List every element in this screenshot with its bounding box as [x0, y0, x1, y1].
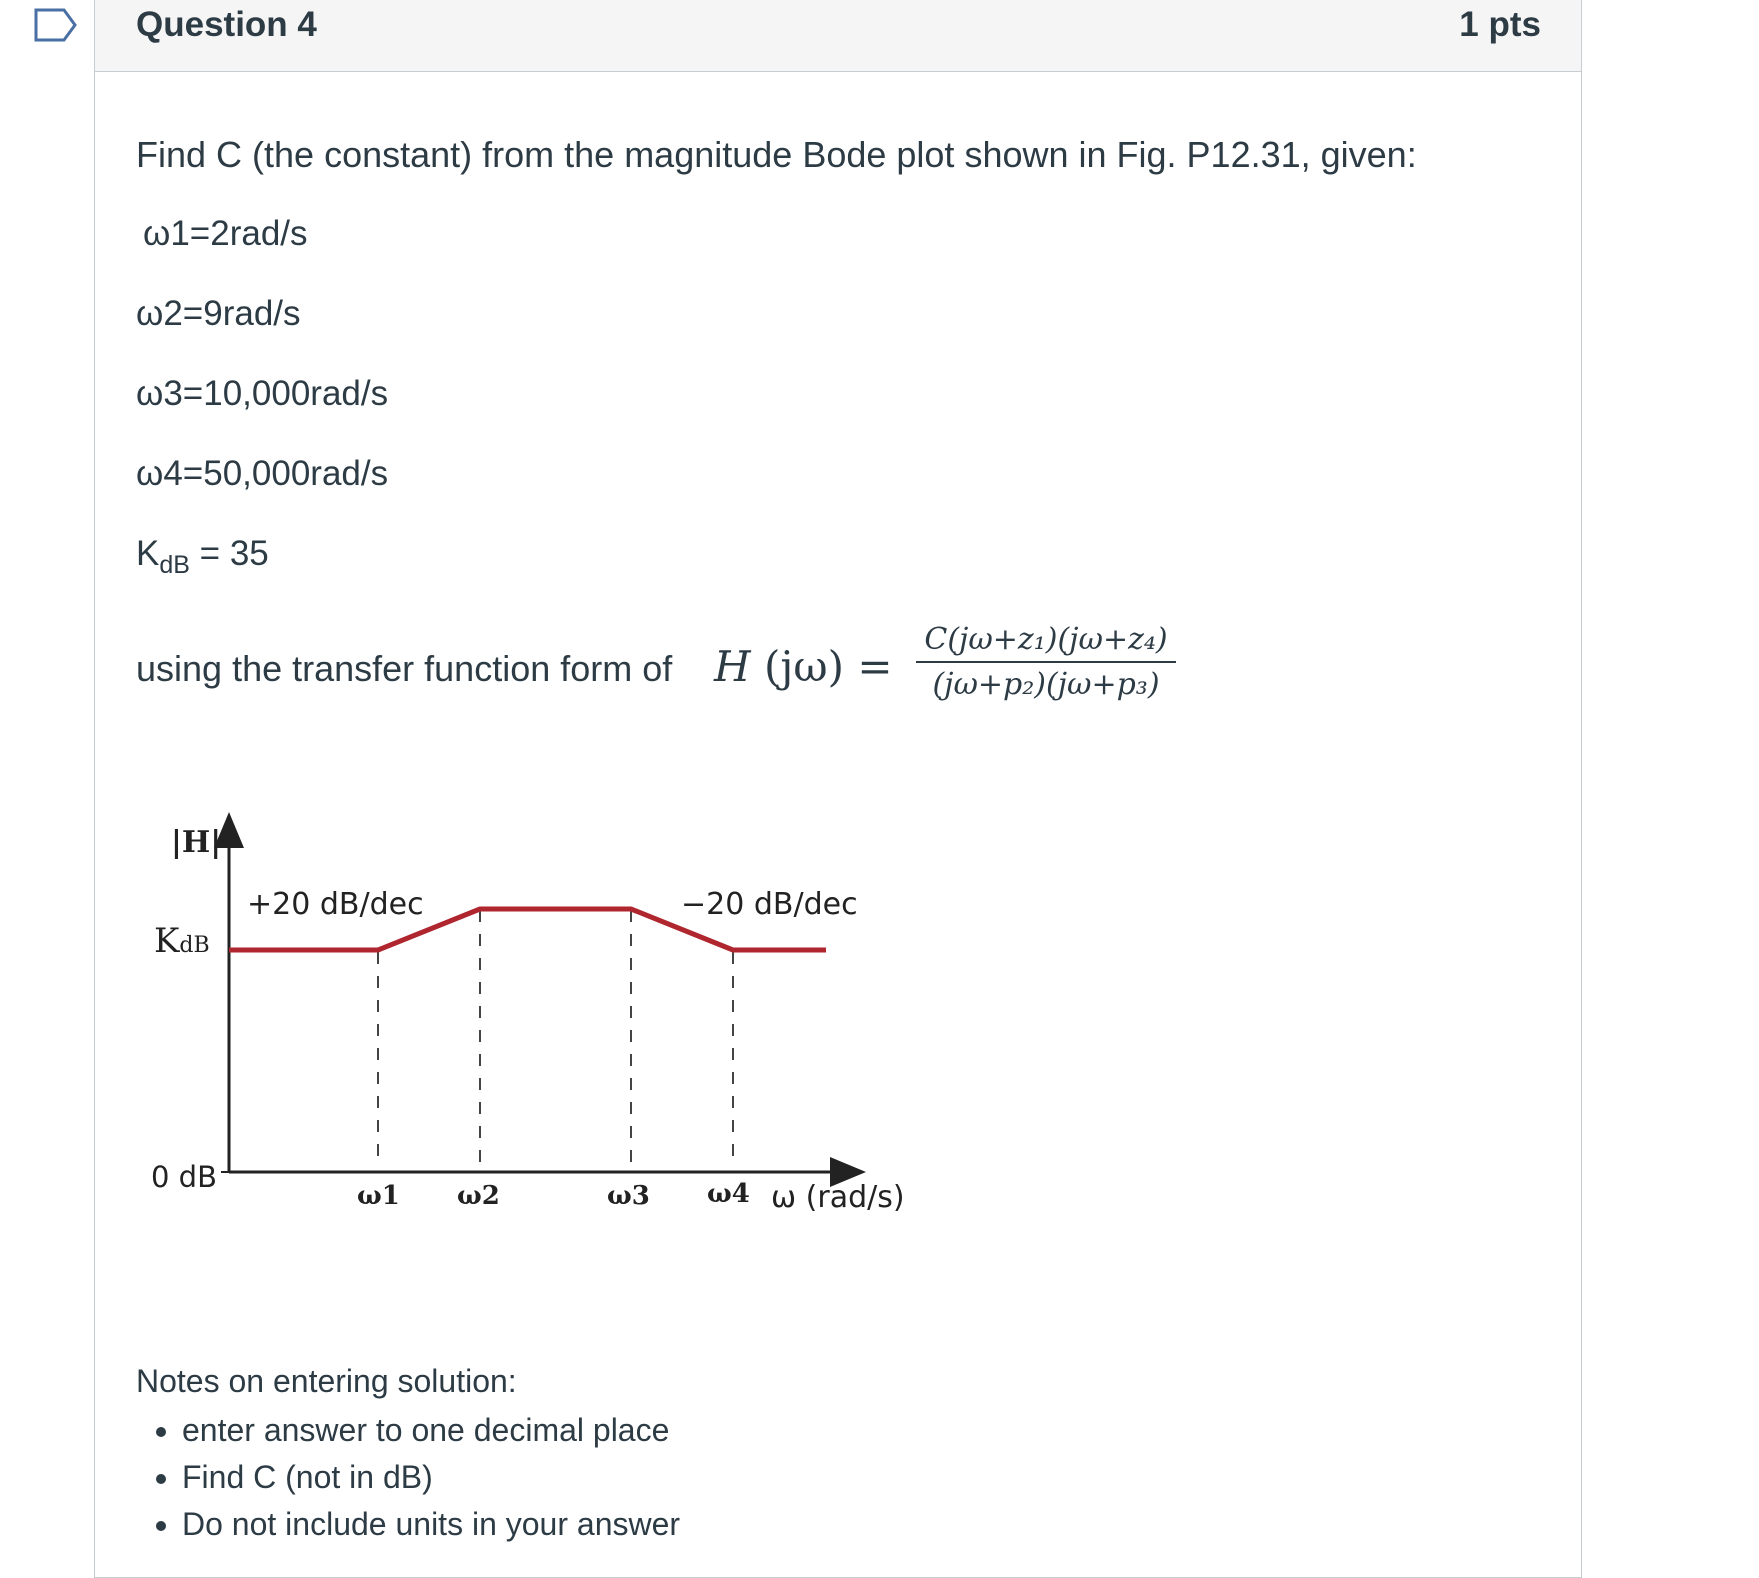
y-axis-label: |H|	[171, 825, 222, 860]
tf-function-name: H	[714, 642, 751, 691]
fall-slope-label: −20 dB/dec	[681, 887, 858, 922]
tf-denominator: (jω+p₂)(jω+p₃)	[932, 667, 1160, 702]
list-item: • enter answer to one decimal place	[182, 1412, 680, 1449]
x-tick-w3: ω3	[607, 1181, 650, 1211]
given-omega1: ω1=2rad/s	[143, 214, 308, 253]
question-prompt: Find C (the constant) from the magnitude Bode plot shown in Fig. P12.31, given:	[136, 134, 1417, 175]
notes-list	[136, 1412, 680, 1553]
x-tick-w4: ω4	[707, 1179, 750, 1209]
k-db-label	[154, 921, 210, 961]
notes-title: Notes on entering solution:	[136, 1363, 517, 1399]
given-omega4: ω4=50,000rad/s	[136, 454, 389, 493]
x-tick-w2: ω2	[457, 1181, 500, 1211]
question-points: 1 pts	[1459, 5, 1541, 44]
bookmark-flag-icon[interactable]	[34, 8, 78, 42]
given-omega2: ω2=9rad/s	[136, 294, 301, 333]
x-tick-w1: ω1	[357, 1181, 400, 1211]
tf-numerator: C(jω+z₁)(jω+z₄)	[916, 622, 1176, 663]
given-omega3: ω3=10,000rad/s	[136, 374, 389, 413]
bode-plot-figure	[95, 72, 1195, 1292]
kdb-value: = 35	[189, 534, 269, 573]
question-panel	[94, 0, 1582, 1578]
list-item: • Find C (not in dB)	[182, 1459, 680, 1496]
tf-function-arg: (jω) =	[750, 642, 893, 691]
kdb-letter: K	[136, 534, 160, 573]
k-db-sub: dB	[179, 933, 210, 958]
list-item: • Do not include units in your answer	[182, 1506, 680, 1543]
zero-db-label: 0 dB	[151, 1160, 217, 1194]
k-db-letter: K	[154, 921, 180, 961]
transfer-function-intro: using the transfer function form of	[136, 648, 673, 689]
question-title: Question 4	[136, 5, 317, 44]
kdb-subscript: dB	[159, 551, 190, 579]
x-axis-label: ω (rad/s)	[771, 1180, 905, 1215]
rise-slope-label: +20 dB/dec	[247, 887, 424, 922]
question-header	[95, 0, 1581, 72]
